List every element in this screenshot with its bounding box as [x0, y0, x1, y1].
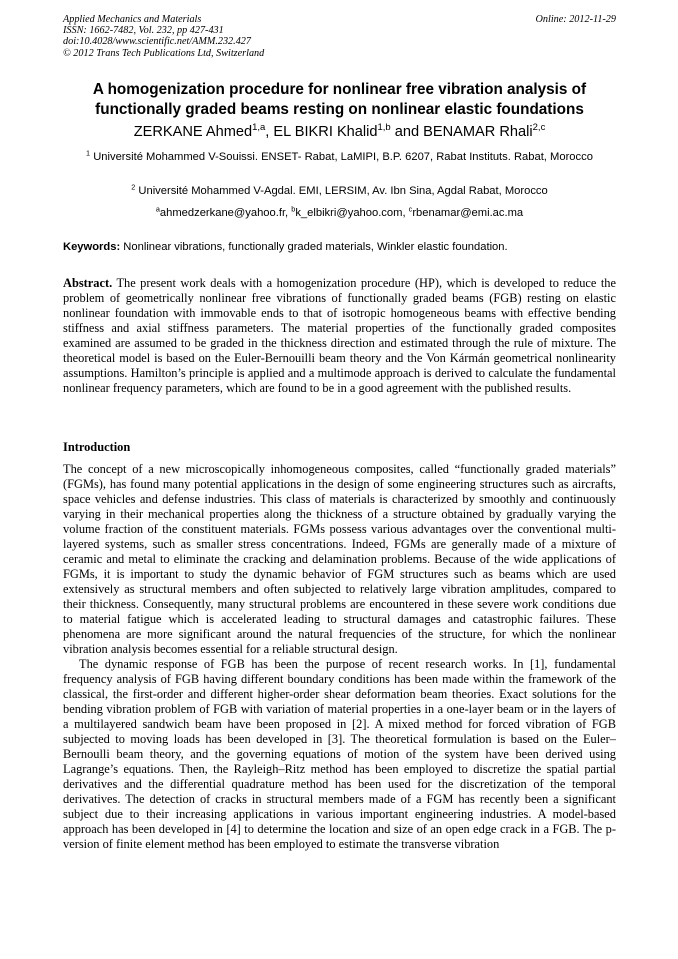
- keywords-label: Keywords:: [63, 241, 121, 253]
- journal-name: Applied Mechanics and Materials: [63, 14, 202, 25]
- affiliation-2: [63, 183, 616, 199]
- author-line: [63, 123, 616, 141]
- introduction-body: [63, 462, 616, 852]
- email-c[interactable]: rbenamar@emi.ac.ma: [412, 207, 524, 219]
- email-b[interactable]: k_elbikri@yahoo.com,: [295, 207, 409, 219]
- affiliation-1-number: 1: [86, 148, 91, 158]
- author-1: ZERKANE Ahmed: [133, 124, 253, 140]
- section-heading-introduction: Introduction: [63, 440, 131, 454]
- author-1-sup: 1,a: [252, 122, 266, 134]
- affiliation-2-number: 2: [131, 182, 136, 192]
- journal-doi: doi:10.4028/www.scientific.net/AMM.232.427: [63, 36, 251, 48]
- introduction-paragraph-2: The dynamic response of FGB has been the purpose of recent research works. In [1], fundamental frequency analysis of FGB having different boundary conditions has been made within the framework of the classical, the first-order and different higher-order shear deformation beam theories. Exact solutions for the bending vibration problem of FGB with variation of material properties in a one-layer beam or in the layers of a multilayered sandwich beam have been proposed in [2]. A mixed method for forced vibration of FGB subjected to moving loads has been developed in [3]. The theoretical formulation is based on the Euler–Bernoulli beam theory, and the governing equations of motion of the system have been derived using Lagrange’s equations. Then, the Rayleigh–Ritz method has been employed to discretize the spatial partial derivatives and the differential quadrature method has been used for the discretization of the temporal derivatives. The detection of cracks in structural members made of a FGM has recently been a significant subject due to their increasing applications in various important engineering industries. A model-based approach has been developed in [4] to determine the location and size of an open edge crack in a FGB. The p-version of finite element method has been employed to estimate the transverse vibration: [63, 657, 616, 851]
- journal-header: [63, 14, 616, 59]
- author-2-sup: 1,b: [377, 122, 391, 134]
- affiliation-1: [63, 149, 616, 165]
- author-3: and BENAMAR Rhali: [390, 124, 533, 140]
- email-c-sup: c: [408, 204, 413, 214]
- abstract-text: The present work deals with a homogenization procedure (HP), which is developed to reduce the problem of geometrically nonlinear free vibrations of functionally graded beams (FGB) resting on elastic nonlinear foundation with immovable ends to that of isotropic homogeneous beams with effective bending stiffness and axial stiffness parameters. The material properties of the functionally graded composites examined are assumed to be graded in the thickness direction and estimated through the rule of mixture. The theoretical model is based on the Euler-Bernouilli beam theory and the Von Kármán geometrical nonlinearity assumptions. Hamilton’s principle is applied and a multimode approach is derived to calculate the fundamental nonlinear frequency parameters, which are found to be in a good agreement with the published results.: [63, 276, 616, 395]
- online-date: Online: 2012-11-29: [535, 14, 616, 25]
- journal-issn: ISSN: 1662-7482, Vol. 232, pp 427-431: [63, 25, 224, 37]
- affiliation-1-text: Université Mohammed V-Souissi. ENSET- Rabat, LaMIPI, B.P. 6207, Rabat Instituts. Rabat, Morocco: [93, 151, 593, 163]
- keywords-text: Nonlinear vibrations, functionally graded materials, Winkler elastic foundation.: [120, 241, 508, 253]
- keywords: [63, 240, 616, 255]
- email-a-sup: a: [155, 204, 160, 214]
- affiliation-2-text: Université Mohammed V-Agdal. EMI, LERSIM, Av. Ibn Sina, Agdal Rabat, Morocco: [138, 185, 548, 197]
- introduction-paragraph-1: The concept of a new microscopically inhomogeneous composites, called “functionally graded materials” (FGMs), has found many potential applications in the design of some engineering structures such as aircrafts, space vehicles and defense industries. This class of materials is characterized by smoothly and continuously varying in their mechanical properties along the thickness of a structure obtained by gradually varying the volume fraction of the constituent materials. FGMs possess various advantages over the conventional multi-layered systems, such as smaller stress concentrations. Indeed, FGMs are generally made of a mixture of ceramic and metal to eliminate the cracking and delamination problems. Because of the wide applications of FGMs, it is important to study the dynamic behavior of FGM structures such as beams which are used extensively as structural members and often subjected to relatively large vibration amplitudes, compared to their thickness. Consequently, many structural problems are encountered in these severe work conditions due to material fatigue which is accelerated leading to structural damages and catastrophic failures. These phenomena are more significant around the natural frequencies of the structure, for which the nonlinear vibration analysis becomes essential for a reliable structural design.: [63, 462, 616, 656]
- author-3-sup: 2,c: [532, 122, 546, 134]
- journal-copyright: © 2012 Trans Tech Publications Ltd, Switzerland: [63, 47, 265, 59]
- email-a[interactable]: ahmedzerkane@yahoo.fr,: [159, 207, 292, 219]
- paper-title: A homogenization procedure for nonlinear free vibration analysis of functionally graded beams resting on nonlinear elastic foundations: [92, 81, 587, 118]
- abstract: [63, 276, 616, 396]
- abstract-label: Abstract.: [63, 276, 113, 290]
- author-2: , EL BIKRI Khalid: [265, 124, 378, 140]
- email-b-sup: b: [291, 204, 296, 214]
- author-emails: [63, 205, 616, 221]
